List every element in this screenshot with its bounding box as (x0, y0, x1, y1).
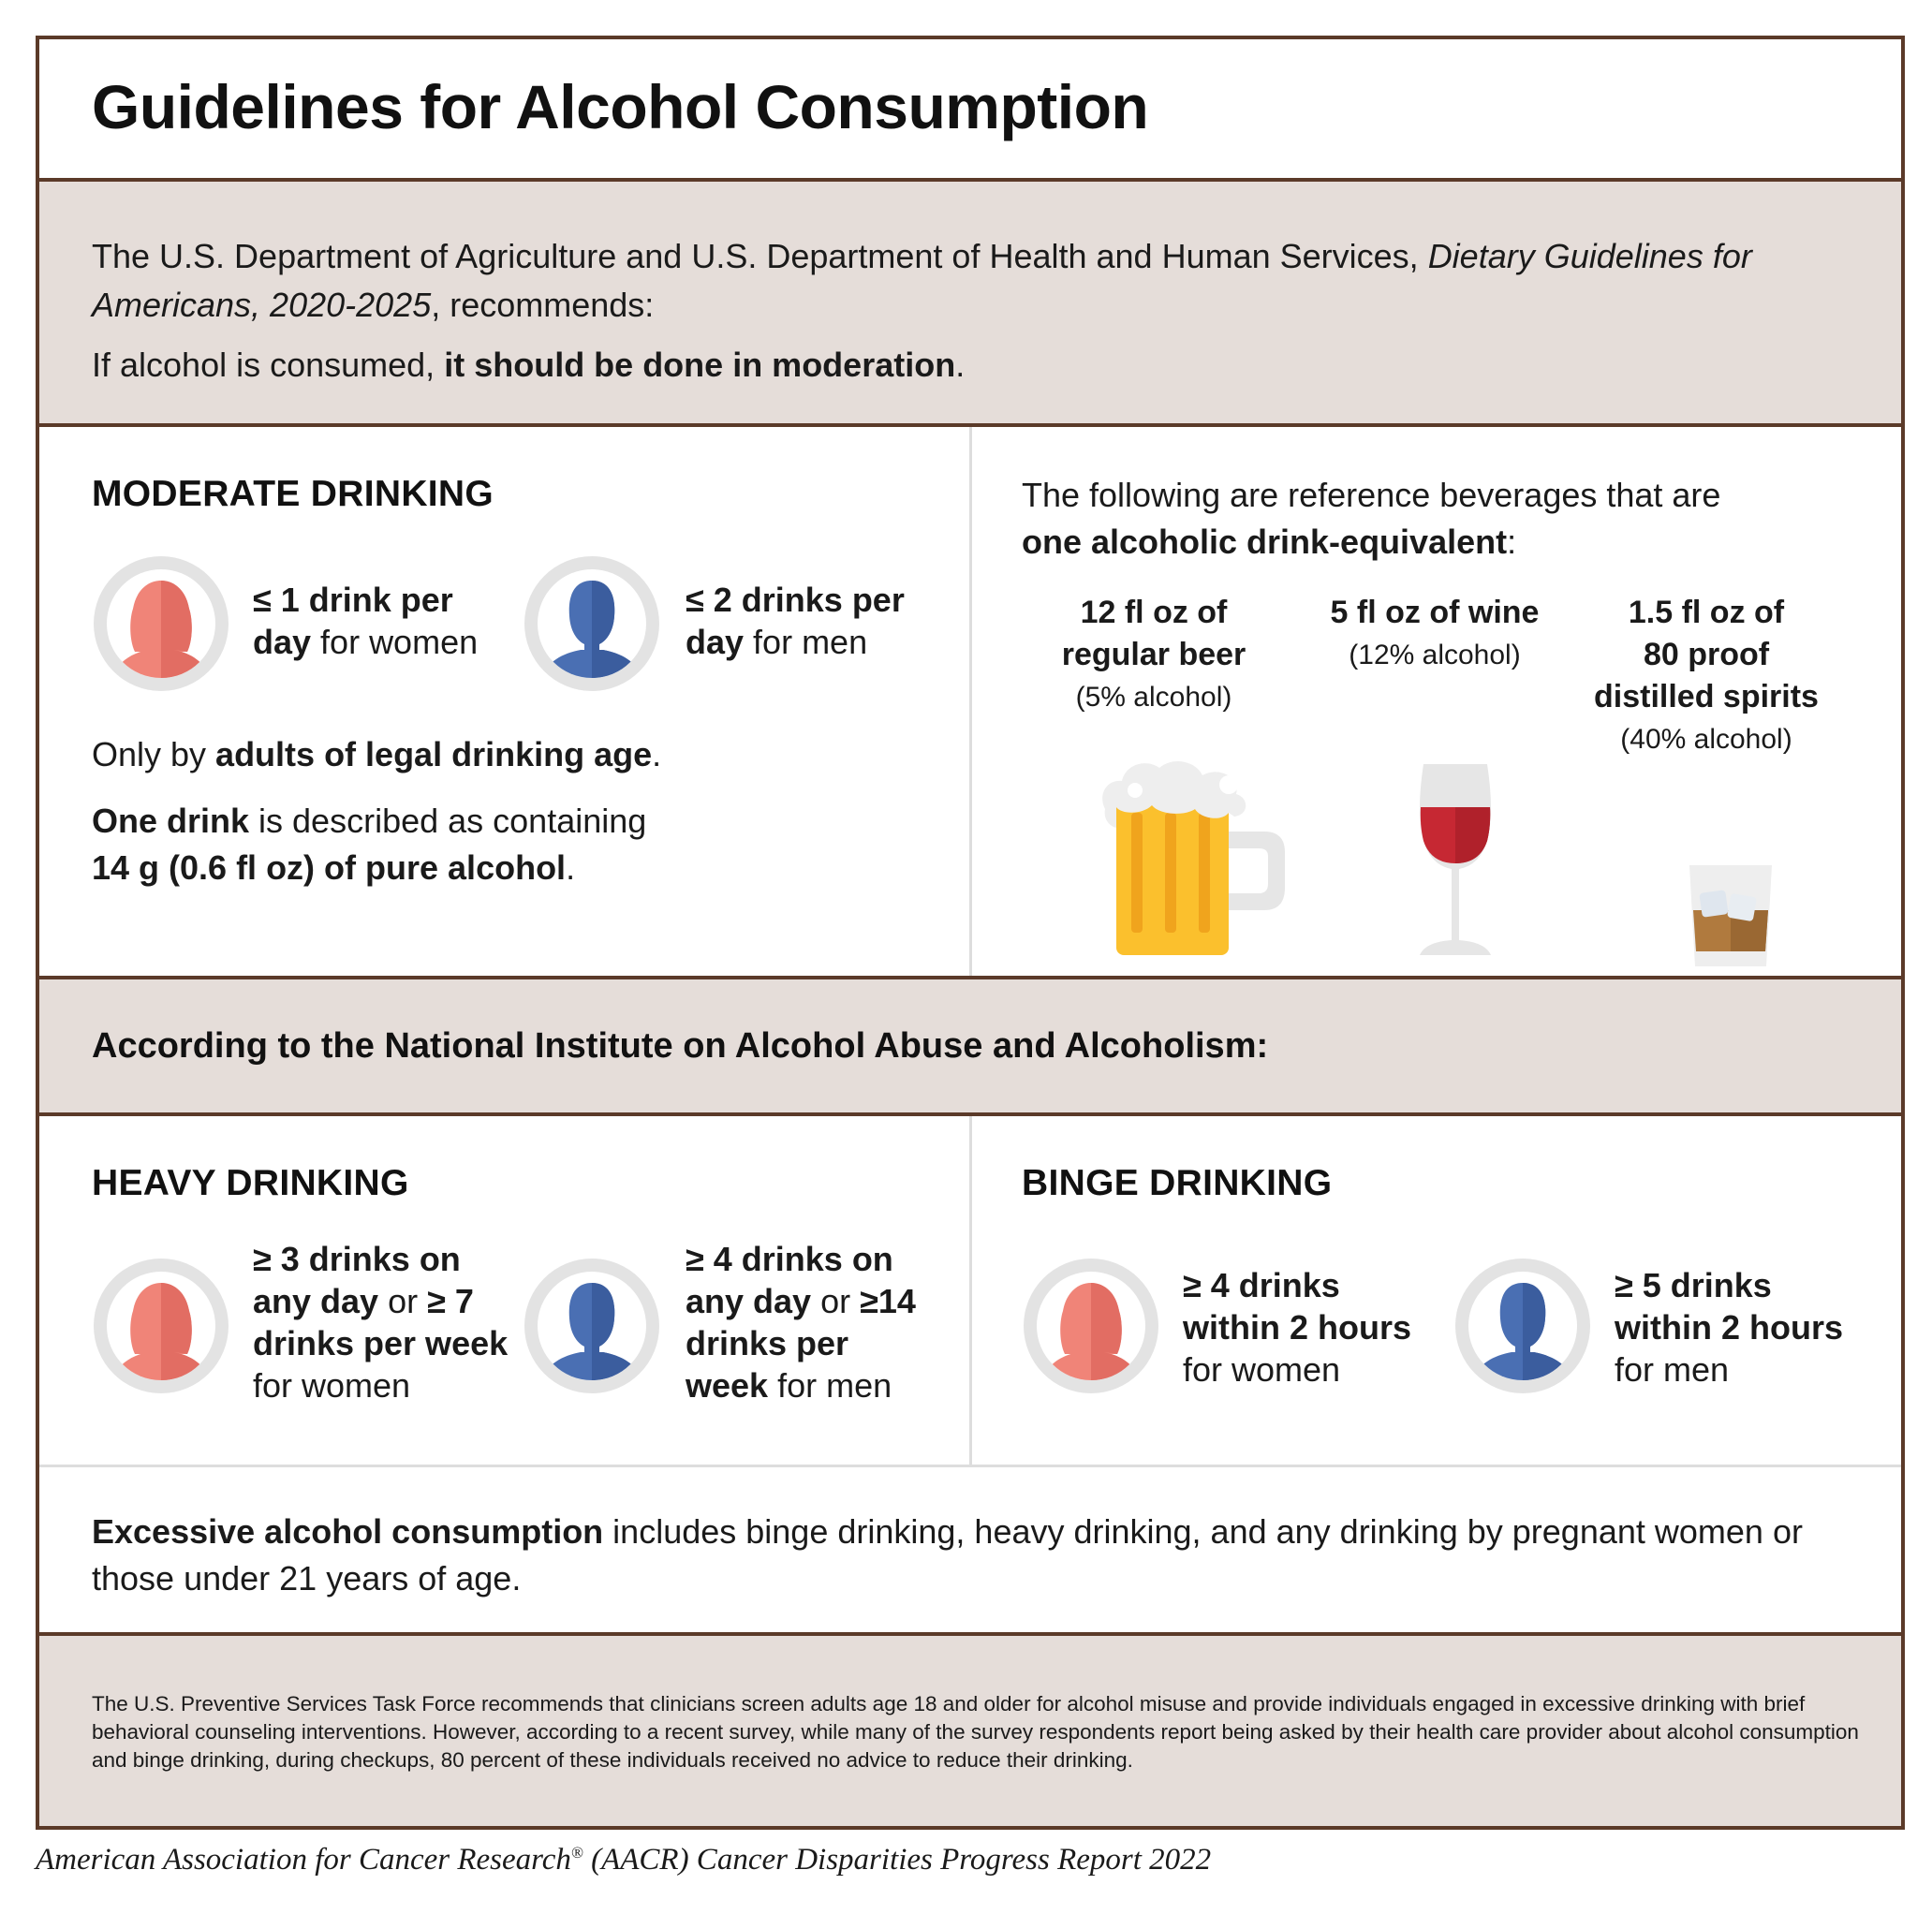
excessive-part: those under 21 years of age. (92, 1559, 522, 1597)
moderation-text-part: . (955, 346, 966, 384)
heavy-women-anyday: any day (253, 1282, 379, 1320)
beer-label (1013, 592, 1294, 718)
reference-part: : (1507, 523, 1517, 561)
excessive-section (39, 1467, 1901, 1632)
heavy-men-or: or (811, 1282, 861, 1320)
reference-text (1022, 472, 1865, 566)
wine-amount: 5 fl oz of wine (1330, 595, 1540, 630)
binge-women-count: ≥ 4 drinks (1183, 1266, 1340, 1304)
source-credit (36, 1843, 1211, 1877)
intro-text-part: The U.S. Department of Agriculture and U.S. Department of Health and Human Services, (92, 237, 1428, 275)
moderate-men-limit: ≤ 2 drinks per (686, 581, 905, 619)
intro-section (39, 182, 1901, 423)
spirits-label (1556, 592, 1856, 760)
moderate-heading: MODERATE DRINKING (92, 474, 494, 514)
reference-intro: The following are reference beverages that are (1022, 476, 1721, 514)
binge-women-text (1183, 1264, 1464, 1391)
heavy-women-or: or (378, 1282, 428, 1320)
infographic-frame (36, 36, 1905, 1830)
beer-amount: 12 fl oz of (1080, 595, 1228, 630)
spirits-type: distilled spirits (1594, 679, 1819, 714)
drink-equivalent-emphasis: one alcoholic drink-equivalent (1022, 523, 1508, 561)
man-icon (523, 554, 661, 693)
moderation-emphasis: it should be done in moderation (444, 346, 956, 384)
spirits-amount: 1.5 fl oz of (1628, 595, 1785, 630)
heavy-women-daily: ≥ 3 drinks on (253, 1240, 461, 1278)
intro-text (92, 232, 1852, 330)
spirits-abv: (40% alcohol) (1620, 724, 1792, 755)
heavy-men-tail: for men (768, 1366, 892, 1405)
woman-icon (92, 554, 230, 693)
heavy-men-text (686, 1238, 966, 1406)
man-icon (523, 1257, 661, 1395)
legal-age-text (92, 732, 935, 777)
footnote-text: The U.S. Preventive Services Task Force recommends that clinicians screen adults age 18 and older for alcohol misuse and provide individuals engaged in excessive drinking with brief behavioral counseling interventions. However, according to a recent survey, while many of the survey respondents report being asked by their health care provider about alcohol consumption and binge drinking, during checkups, 80 percent of these individuals received no advice to reduce their drinking. (92, 1692, 1859, 1772)
binge-men-text (1615, 1264, 1895, 1391)
pure-alcohol-amount: 14 g (0.6 fl oz) of pure alcohol (92, 848, 567, 887)
heavy-men-week: week (686, 1366, 769, 1405)
moderate-men-text (686, 579, 966, 663)
excessive-emphasis: Excessive alcohol consumption (92, 1512, 604, 1551)
legal-age-part: . (652, 735, 662, 773)
moderate-men-tail: for men (744, 623, 868, 661)
excessive-text (92, 1509, 1871, 1602)
niaaa-section (39, 979, 1901, 1112)
beer-type: regular beer (1061, 637, 1246, 672)
woman-icon (92, 1257, 230, 1395)
one-drink-part: is described as containing (249, 802, 647, 840)
legal-age-emphasis: adults of legal drinking age (215, 735, 653, 773)
binge-men-count: ≥ 5 drinks (1615, 1266, 1772, 1304)
moderate-section (39, 427, 1901, 976)
one-drink-emphasis: One drink (92, 802, 250, 840)
footnote-section (39, 1636, 1901, 1826)
one-drink-text (92, 798, 935, 891)
column-divider (969, 427, 972, 976)
wine-abv: (12% alcohol) (1349, 640, 1521, 670)
binge-women-tail: for women (1183, 1350, 1341, 1389)
legal-age-part: Only by (92, 735, 216, 773)
moderation-text (92, 341, 1852, 390)
registered-mark: ® (570, 1844, 583, 1862)
beer-abv: (5% alcohol) (1075, 682, 1232, 713)
moderate-women-text (253, 579, 534, 663)
column-divider (969, 1116, 972, 1465)
excessive-part: includes binge drinking, heavy drinking, and any drinking by pregnant women or (603, 1512, 1803, 1551)
page-title: Guidelines for Alcohol Consumption (92, 72, 1149, 141)
moderate-women-limit: ≤ 1 drink per (253, 581, 453, 619)
man-icon (1453, 1257, 1592, 1395)
moderation-text-part: If alcohol is consumed, (92, 346, 445, 384)
heavy-men-weekly: ≥14 (860, 1282, 916, 1320)
intro-text-part: , recommends: (431, 286, 655, 324)
binge-women-window: within 2 hours (1183, 1308, 1412, 1347)
one-drink-part: . (566, 848, 576, 887)
spirits-proof: 80 proof (1643, 637, 1770, 672)
heavy-binge-section (39, 1116, 1901, 1465)
moderate-men-unit: day (686, 623, 745, 661)
credit-report: (AACR) Cancer Disparities Progress Report 2022 (583, 1843, 1212, 1877)
heavy-women-weekly: ≥ 7 (427, 1282, 474, 1320)
beer-mug-icon (1098, 757, 1294, 959)
title-section (39, 39, 1901, 178)
heavy-women-perweek: drinks per week (253, 1324, 509, 1362)
binge-heading: BINGE DRINKING (1022, 1163, 1333, 1203)
binge-men-window: within 2 hours (1615, 1308, 1844, 1347)
heavy-men-anyday: any day (686, 1282, 812, 1320)
heavy-men-daily: ≥ 4 drinks on (686, 1240, 893, 1278)
niaaa-heading: According to the National Institute on Alcohol Abuse and Alcoholism: (92, 1026, 1269, 1066)
woman-icon (1022, 1257, 1160, 1395)
heavy-women-tail: for women (253, 1366, 411, 1405)
credit-org: American Association for Cancer Research (36, 1843, 571, 1877)
moderate-women-tail: for women (311, 623, 479, 661)
moderate-women-unit: day (253, 623, 312, 661)
wine-glass-icon (1416, 757, 1495, 959)
heavy-women-text (253, 1238, 534, 1406)
guidelines-title: Dietary Guidelines for Americans, 2020-2025 (92, 237, 1752, 324)
binge-men-tail: for men (1615, 1350, 1730, 1389)
heavy-men-perweek: drinks per (686, 1324, 849, 1362)
heavy-heading: HEAVY DRINKING (92, 1163, 409, 1203)
spirits-glass-icon (1688, 861, 1774, 970)
wine-label (1294, 592, 1575, 676)
